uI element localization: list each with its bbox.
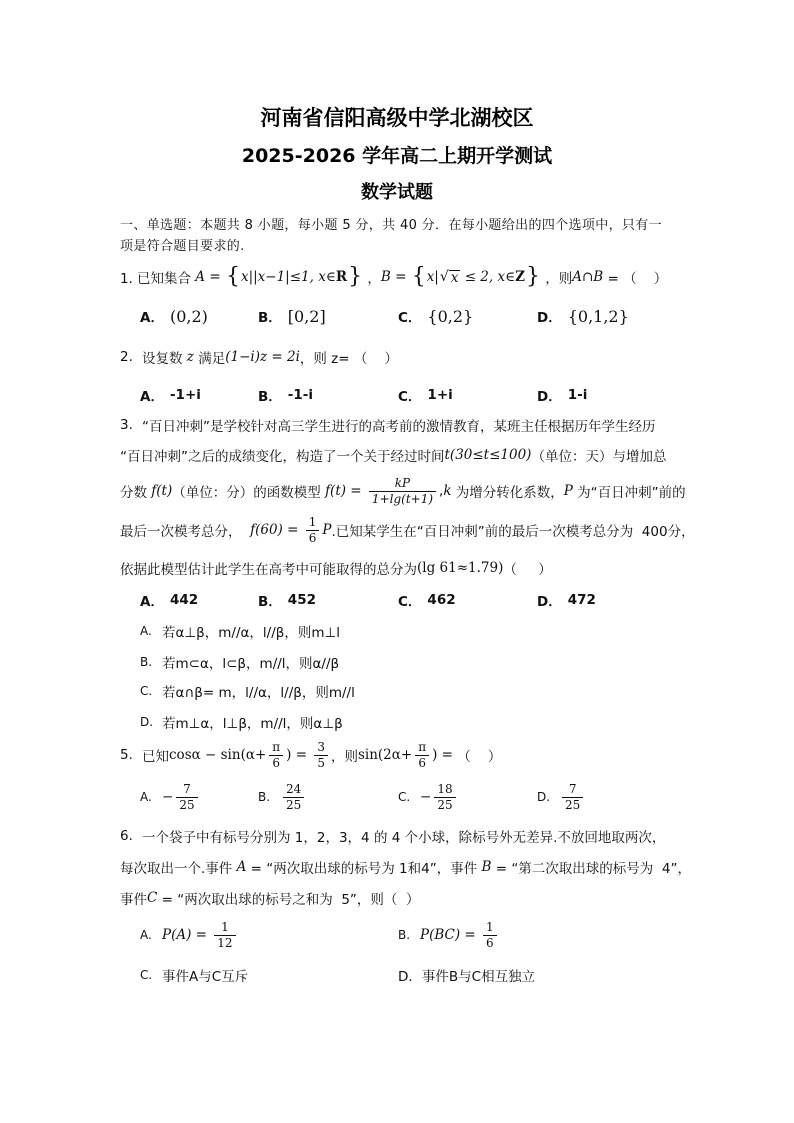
stem-text: “百日冲刺”之后的成绩变化，构造了一个关于经过时间 <box>120 449 445 465</box>
question-number: 6. <box>120 828 133 844</box>
stem-text: （单位：分）的函数模型 <box>172 485 326 501</box>
stem-text: 一个袋子中有标号分别为 1，2，3，4 的 4 个小球，除标号外无差异.不放回地取两次， <box>142 830 666 846</box>
stem-text: , <box>439 483 444 499</box>
option-sign: − <box>420 789 432 805</box>
option-text: 事件B与C相互独立 <box>421 969 536 985</box>
stem-text: 依据此模型估计此学生在高考中可能取得的总分为 <box>120 562 417 578</box>
variable-k: k <box>443 483 452 499</box>
fraction-numerator: 7 <box>568 781 577 796</box>
probability-expr: P(A) = <box>162 927 212 943</box>
fraction-numerator: 1 <box>221 919 229 934</box>
question-2-option-c <box>398 385 453 405</box>
option-label: A. <box>140 790 152 804</box>
fraction <box>483 920 497 951</box>
fraction-numerator: 3 <box>317 739 325 754</box>
option-label: B. <box>258 790 271 804</box>
fraction-denominator: 6 <box>415 755 429 771</box>
option-value: -1-i <box>287 387 314 403</box>
option-text: 若m⊂α，l⊂β，m//l，则α//β <box>162 656 340 672</box>
fraction-numerator: 1 <box>308 514 317 529</box>
question-2-option-d <box>537 385 587 405</box>
option-label: A. <box>140 928 152 942</box>
fraction-denominator: 6 <box>483 935 497 951</box>
question-6-line-1 <box>120 826 665 846</box>
option-label: C． <box>398 594 422 610</box>
question-4-option-c <box>140 681 355 701</box>
stem-text: 为“百日冲刺”前的 <box>572 485 686 501</box>
brace-close: } <box>348 264 363 289</box>
option-label: C. <box>398 790 411 804</box>
fraction-numerator: 1 <box>486 919 494 934</box>
option-label: C． <box>398 310 422 326</box>
question-6-option-d <box>398 965 535 985</box>
fraction-denominator: 1+lg(t+1) <box>369 491 436 507</box>
option-label: D． <box>537 389 562 405</box>
stem-text: ，则 <box>330 749 358 765</box>
option-text: 若α⊥β，m//α，l//β，则m⊥l <box>162 625 341 641</box>
fraction <box>283 782 304 813</box>
answer-blank: = （ ） <box>603 271 668 287</box>
question-1-option-c <box>398 306 473 326</box>
option-label: B. <box>398 928 411 942</box>
question-5-option-b <box>258 777 307 817</box>
subject-title: 数学试题 <box>361 182 433 203</box>
section-instructions-line1: 一、单选题：本题共 8 小题，每小题 5 分，共 40 分．在每小题给出的四个选项中，只有一 <box>120 217 662 233</box>
option-label: C． <box>398 389 422 405</box>
question-1-option-d <box>537 306 629 326</box>
option-text: 若m⊥α，l⊥β，m//l，则α⊥β <box>162 716 343 732</box>
fraction-denominator: 25 <box>176 797 197 813</box>
question-number: 5. <box>120 747 133 763</box>
question-number: 2. <box>120 349 133 365</box>
option-text: 若α∩β= m，l//α，l//β，则m//l <box>162 685 355 701</box>
option-label: C. <box>140 684 153 698</box>
function-name: f(t) <box>151 483 173 499</box>
answer-blank: （ ） <box>503 562 552 578</box>
fraction-numerator: 18 <box>437 781 453 796</box>
question-4-option-a <box>140 621 340 641</box>
question-3-option-c <box>398 590 456 610</box>
option-label: A． <box>140 310 164 326</box>
trig-expression: sin(2α+ <box>357 747 413 763</box>
fraction-denominator: 25 <box>283 797 304 813</box>
option-text: 事件A与C互斥 <box>162 969 249 985</box>
fraction-numerator: kP <box>394 475 411 490</box>
radical-sign: √ <box>439 269 449 285</box>
stem-text: 满足 <box>193 351 226 367</box>
option-value: {0,1,2} <box>567 306 629 326</box>
stem-text: 事件 <box>120 892 147 908</box>
school-title: 河南省信阳高级中学北湖校区 <box>260 106 534 130</box>
brace-close: } <box>525 264 540 289</box>
option-value: 462 <box>427 592 456 608</box>
option-sign: − <box>162 789 174 805</box>
stem-text: = “两次取出球的标号为 1和4”，事件 <box>246 861 482 877</box>
option-label: B. <box>140 655 153 669</box>
fraction <box>415 740 429 771</box>
fraction-denominator: 25 <box>434 797 455 813</box>
stem-text: 最后一次模考总分， <box>120 524 251 540</box>
brace-open: { <box>225 264 240 289</box>
question-3-line-1 <box>120 415 656 435</box>
question-number: 3. <box>120 417 133 433</box>
set-b-condition: ≤ 2, x∈ <box>460 269 516 285</box>
fraction <box>314 740 328 771</box>
option-label: D． <box>537 594 562 610</box>
probability-expr: P(BC) = <box>420 927 481 943</box>
brace-open: { <box>411 264 426 289</box>
question-3-option-b <box>258 590 316 610</box>
set-a-domain: R <box>335 269 348 285</box>
question-6-option-a <box>140 915 239 955</box>
stem-text: “百日冲刺”是学校针对高三学生进行的高考前的激情教育，某班主任根据历年学生经历 <box>142 419 656 435</box>
question-3-option-d <box>537 590 596 610</box>
option-value: 442 <box>169 592 199 608</box>
stem-text: 分数 <box>120 485 152 501</box>
question-5-stem <box>120 735 501 775</box>
question-6-line-3 <box>120 888 419 908</box>
stem-text: .已知某学生在“百日冲刺”前的最后一次模考总分为 400分， <box>331 524 695 540</box>
fraction <box>214 920 235 951</box>
answer-blank: ，则 z= （ ） <box>299 351 399 367</box>
option-label: A． <box>140 594 164 610</box>
fraction-denominator: 5 <box>314 755 328 771</box>
fraction <box>306 515 320 546</box>
set-a-name: A = <box>195 269 225 285</box>
stem-text: 已知 <box>142 749 169 765</box>
exam-title: 2025-2026 学年高二上期开学测试 <box>241 145 553 167</box>
fraction-denominator: 12 <box>214 935 235 951</box>
fraction-denominator: 25 <box>562 797 583 813</box>
question-3-line-2 <box>120 445 666 465</box>
option-value: (0,2) <box>169 306 208 326</box>
separator: ， <box>363 271 381 287</box>
question-3-option-a <box>140 590 198 610</box>
set-b-name: B = <box>380 269 411 285</box>
trig-expression: ) = <box>286 747 312 763</box>
section-instructions-line2: 项是符合题目要求的. <box>120 238 245 254</box>
question-3-line-3 <box>120 471 686 511</box>
option-value: [0,2] <box>287 306 326 326</box>
fraction <box>434 782 455 813</box>
stem-text: （单位：天）与增加总 <box>531 449 667 465</box>
stem-text: 每次取出一个.事件 <box>120 861 237 877</box>
fraction-numerator: π <box>418 739 427 754</box>
fraction-numerator: π <box>272 739 281 754</box>
stem-text: ，则 <box>540 271 573 287</box>
fraction <box>562 782 583 813</box>
trig-expression: cosα − sin(α+ <box>169 747 267 763</box>
equation: (1−i)z = 2i <box>225 349 300 365</box>
question-3-line-5 <box>120 558 552 578</box>
stem-text: 为增分转化系数， <box>451 485 564 501</box>
variable-p: P <box>322 522 332 538</box>
event-b: B <box>481 859 492 875</box>
fraction-denominator: 6 <box>306 530 320 546</box>
set-b-variable: x| <box>426 269 439 285</box>
question-1-option-a <box>140 306 208 326</box>
intersection-expr: A∩B <box>572 269 604 285</box>
fraction-numerator: 24 <box>286 781 302 796</box>
option-value: 1+i <box>427 387 453 403</box>
option-value: 1-i <box>567 387 588 403</box>
question-2-option-b <box>258 385 313 405</box>
event-a: A <box>236 859 247 875</box>
question-6-option-b <box>398 915 500 955</box>
variable-z: z <box>186 349 194 365</box>
model-fraction <box>369 476 436 507</box>
event-c: C <box>147 890 158 906</box>
option-label: B． <box>258 310 282 326</box>
question-2-stem <box>120 347 398 367</box>
set-b-domain: Z <box>515 269 525 285</box>
question-5-option-c <box>398 777 459 817</box>
fraction <box>176 782 197 813</box>
question-5-option-a <box>140 777 201 817</box>
set-a-condition: x||x−1|≤1, x∈ <box>240 269 336 285</box>
option-value: {0,2} <box>427 306 474 326</box>
radicand: x <box>450 269 459 286</box>
fraction-denominator: 6 <box>269 755 283 771</box>
question-4-option-d <box>140 712 343 732</box>
fraction-numerator: 7 <box>183 781 191 796</box>
question-1-option-b <box>258 306 326 326</box>
question-1-stem <box>120 265 667 289</box>
option-label: B． <box>258 389 282 405</box>
log-hint: (lg 61≈1.79) <box>417 560 504 576</box>
option-label: D． <box>398 969 422 985</box>
stem-text: = “两次取出球的标号之和为 5”，则（ ） <box>157 892 420 908</box>
function-lhs: f(t) = <box>325 483 366 499</box>
option-label: D. <box>537 790 551 804</box>
question-3-line-4 <box>120 510 695 550</box>
question-6-option-c <box>140 965 248 985</box>
trig-expression: ) = <box>432 747 458 763</box>
option-label: B． <box>258 594 282 610</box>
option-value: 452 <box>287 592 316 608</box>
option-value: -1+i <box>169 387 201 403</box>
function-lhs: f(60) = <box>250 522 303 538</box>
question-6-line-2 <box>120 857 691 877</box>
time-range: t(30≤t≤100) <box>444 447 532 463</box>
question-2-option-a <box>140 385 201 405</box>
answer-blank: （ ） <box>457 749 502 765</box>
option-label: D. <box>140 715 154 729</box>
question-4-option-b <box>140 652 339 672</box>
option-value: 472 <box>567 592 596 608</box>
question-number: 1． <box>120 271 143 287</box>
question-5-option-d <box>537 777 586 817</box>
fraction <box>269 740 283 771</box>
stem-text: 已知集合 <box>137 271 196 287</box>
option-label: D． <box>537 310 562 326</box>
option-label: C. <box>140 968 153 982</box>
variable-p: P <box>563 483 573 499</box>
stem-text: 设复数 <box>142 351 187 367</box>
stem-text: = “第二次取出球的标号为 4”， <box>491 861 691 877</box>
option-label: A. <box>140 624 152 638</box>
option-label: A． <box>140 389 164 405</box>
